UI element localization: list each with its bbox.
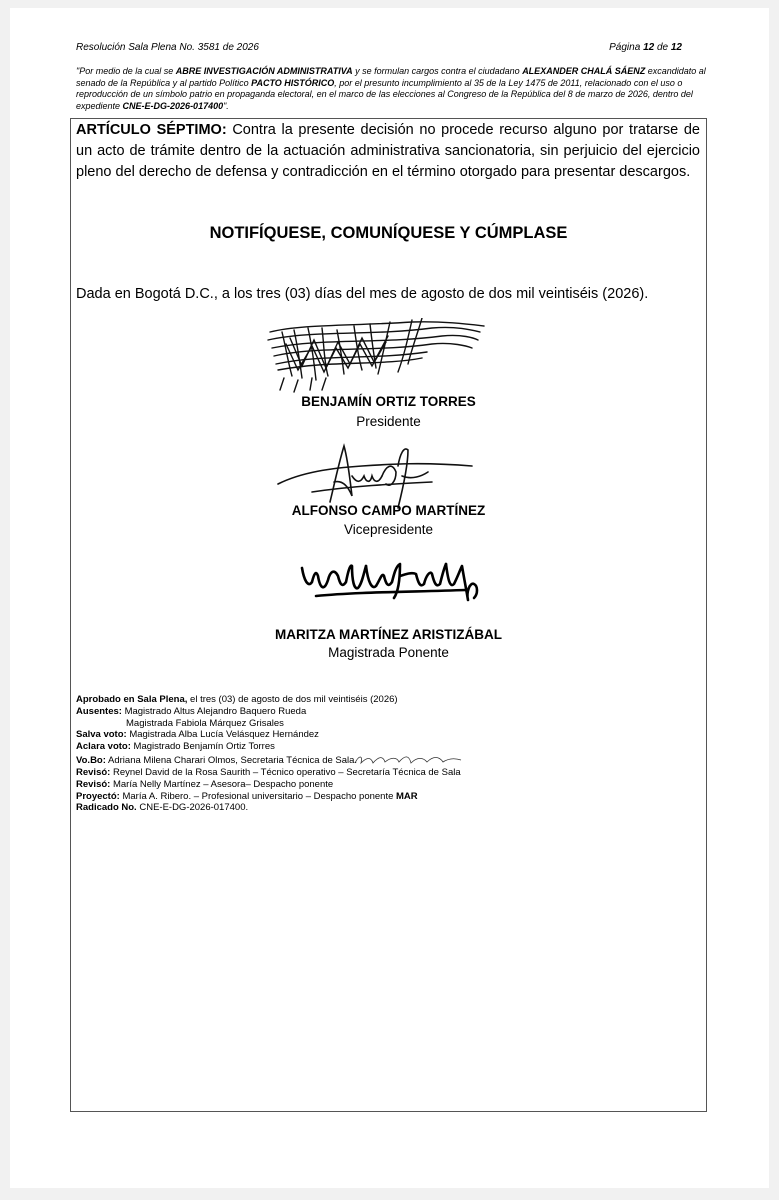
reviso-line-2: Revisó: María Nelly Martínez – Asesora– Despacho ponente: [76, 778, 334, 790]
salva-voto-line: Salva voto: Magistrada Alba Lucía Velásquez Hernández: [76, 729, 319, 741]
vobo-line: Vo.Bo: Adriana Milena Charari Olmos, Secretaria Técnica de Sala.: [76, 753, 700, 767]
signatory-2-role: Vicepresidente: [343, 522, 434, 537]
absent-line-2: Magistrada Fabiola Márquez Grisales: [126, 717, 284, 729]
approval-block: [76, 694, 700, 814]
page-header: [76, 42, 682, 53]
article-heading: ARTÍCULO SÉPTIMO:: [76, 122, 227, 138]
article-seventh: [76, 120, 700, 183]
reviso-line-1: Revisó: Reynel David de la Rosa Saurith – Técnico operativo – Secretaría Técnica de Sala: [76, 766, 461, 778]
radicado-line: Radicado No. CNE-E-DG-2026-017400.: [76, 802, 249, 814]
signatory-3-role: Magistrada Ponente: [328, 645, 449, 660]
content-frame: [70, 118, 707, 1112]
signature-3-image: [296, 552, 486, 612]
page-number: Página 12 de 12: [609, 42, 682, 53]
signatory-2-name: ALFONSO CAMPO MARTÍNEZ: [291, 503, 486, 518]
date-place: Dada en Bogotá D.C., a los tres (03) días del mes de agosto de dos mil veintiséis (2026).: [76, 286, 649, 302]
absent-line: Ausentes: Magistrado Altus Alejandro Baquero Rueda: [76, 705, 307, 717]
signatory-1-role: Presidente: [356, 414, 421, 429]
proyecto-line: Proyectó: María A. Ribero. – Profesional universitario – Despacho ponente MAR: [76, 790, 418, 802]
approved-line: Aprobado en Sala Plena, el tres (03) de agosto de dos mil veintiséis (2026): [76, 694, 398, 705]
signatory-3-name: MARITZA MARTÍNEZ ARISTIZÁBAL: [275, 627, 502, 642]
vobo-signature-image: [353, 753, 463, 767]
aclara-voto-line: Aclara voto: Magistrado Benjamín Ortiz Torres: [76, 741, 275, 753]
signatory-1-name: BENJAMÍN ORTIZ TORRES: [301, 394, 476, 409]
resolution-number: Resolución Sala Plena No. 3581 de 2026: [76, 42, 259, 53]
signature-1-image: [262, 318, 492, 398]
article-text: Contra la presente decisión no procede recurso alguno por tratarse de un acto de trámite dentro de la actuación administrativa sancionatoria, sin perjuicio del ejercicio pleno del derecho de defensa y contradicción en el término otorgado para presentar descargos.: [76, 122, 700, 180]
closing-formula: NOTIFÍQUESE, COMUNÍQUESE Y CÚMPLASE: [209, 224, 568, 242]
resolution-caption: "Por medio de la cual se ABRE INVESTIGACIÓN ADMINISTRATIVA y se formulan cargos contra el ciudadano ALEXANDER CHALÁ SÁENZ excandidato al senado de la República y al partido Político PACTO HISTÓRICO, por el presunto incumplimiento al 35 de la Ley 1475 de 2011, relacionado con el uso o reproducción de un símbolo patrio en propaganda electoral, en el marco de las elecciones al Congreso de la República del 8 de marzo de 2026, dentro del expediente CNE-E-DG-2026-017400".: [76, 66, 706, 111]
